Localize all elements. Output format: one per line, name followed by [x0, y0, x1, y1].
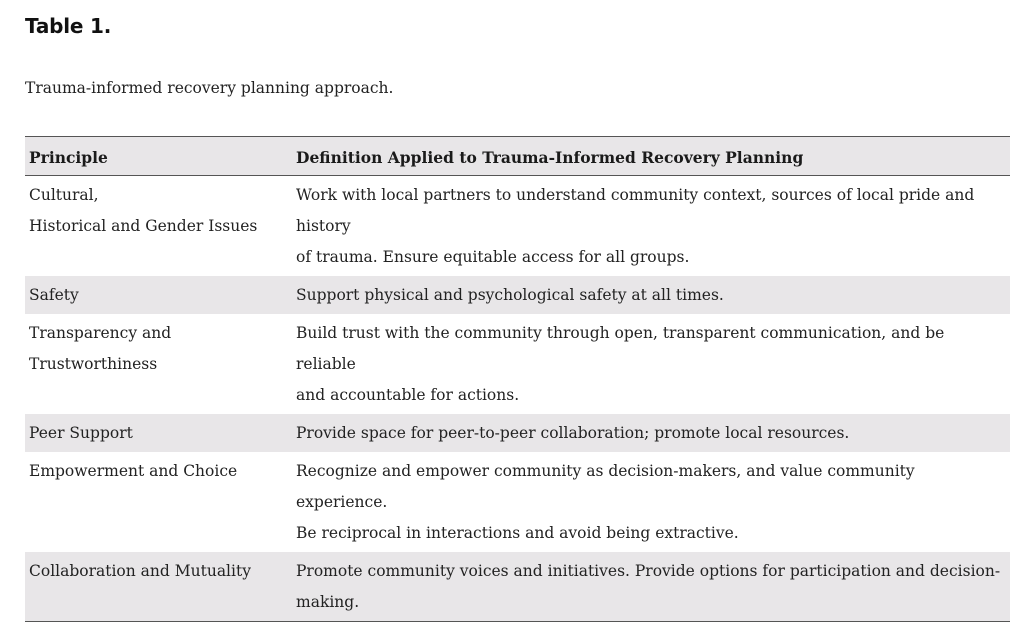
- definition-cell: [292, 552, 1010, 622]
- definition-cell: [292, 314, 1010, 414]
- definition-text: Work with local partners to understand community context, sources of local pride and history: [296, 186, 975, 235]
- principles-table: [25, 136, 1010, 622]
- definition-cell: [292, 452, 1010, 552]
- principle-cell: [25, 452, 292, 552]
- table-row: [25, 176, 1010, 277]
- definition-text: making.: [296, 593, 360, 611]
- definition-cell: [292, 176, 1010, 277]
- table-header-row: [25, 137, 1010, 176]
- principle-cell: [25, 314, 292, 414]
- principle-cell: [25, 552, 292, 622]
- principle-text: Peer Support: [29, 424, 133, 442]
- principle-cell: [25, 414, 292, 452]
- definition-text: Support physical and psychological safety at all times.: [296, 286, 724, 304]
- table-row: [25, 276, 1010, 314]
- column-header-definition: Definition Applied to Trauma-Informed Recovery Planning: [292, 137, 1010, 176]
- table-title: Table 1.: [25, 14, 112, 38]
- principle-text: Cultural,: [29, 186, 99, 204]
- definition-text: Recognize and empower community as decision-makers, and value community experience.: [296, 462, 915, 511]
- principle-text: Transparency and Trustworthiness: [29, 324, 172, 373]
- principle-cell: [25, 276, 292, 314]
- definition-text: of trauma. Ensure equitable access for all groups.: [296, 248, 690, 266]
- table-caption: Trauma-informed recovery planning approach.: [25, 79, 394, 97]
- definition-text: Promote community voices and initiatives. Provide options for participation and decision-: [296, 562, 1001, 580]
- definition-cell: [292, 414, 1010, 452]
- principle-text: Safety: [29, 286, 79, 304]
- principle-text: Collaboration and Mutuality: [29, 562, 251, 580]
- table-row: [25, 552, 1010, 622]
- definition-cell: [292, 276, 1010, 314]
- principle-text: Empowerment and Choice: [29, 462, 238, 480]
- definition-text: Build trust with the community through open, transparent communication, and be reliable: [296, 324, 945, 373]
- table-row: [25, 414, 1010, 452]
- column-header-principle: Principle: [25, 137, 292, 176]
- table-row: [25, 314, 1010, 414]
- table-row: [25, 452, 1010, 552]
- definition-text: and accountable for actions.: [296, 386, 520, 404]
- definition-text: Be reciprocal in interactions and avoid being extractive.: [296, 524, 739, 542]
- definition-text: Provide space for peer-to-peer collaboration; promote local resources.: [296, 424, 850, 442]
- principle-text: Historical and Gender Issues: [29, 217, 258, 235]
- principle-cell: [25, 176, 292, 277]
